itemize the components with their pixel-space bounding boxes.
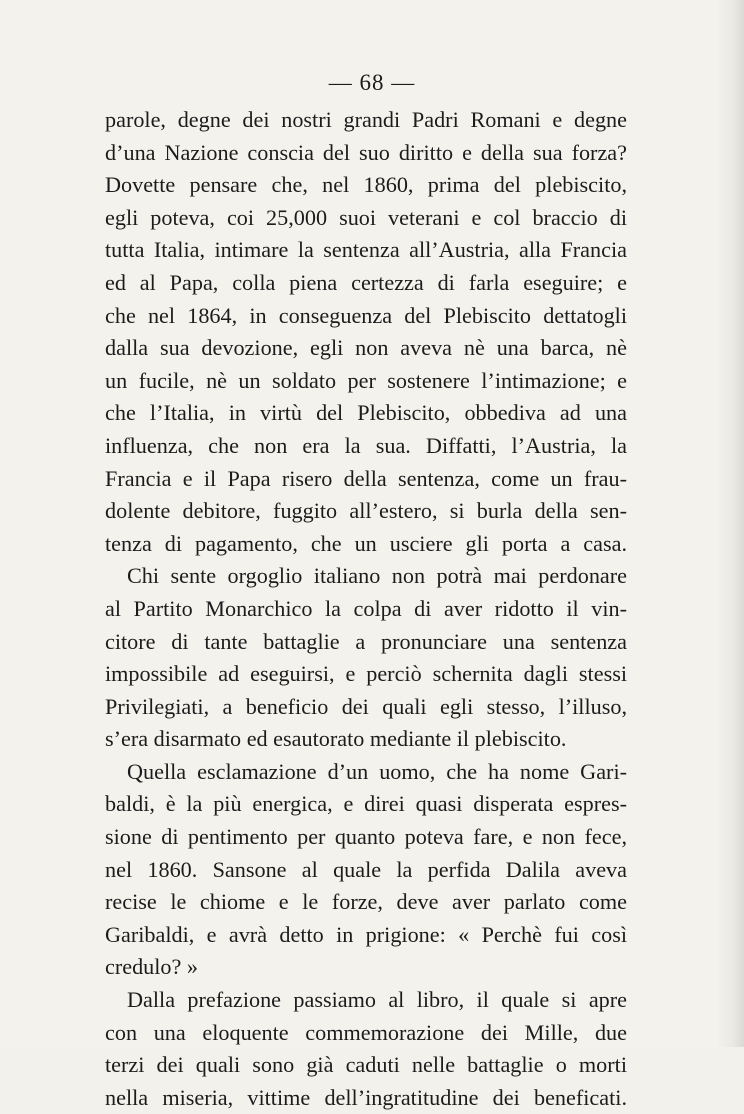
text-line: baldi, è la più energica, e direi quasi disperata espres-	[105, 791, 627, 817]
text-line: parole, degne dei nostri grandi Padri Romani e degne	[105, 107, 627, 132]
text-line: tutta Italia, intimare la sentenza all’Austria, alla Francia	[105, 237, 627, 263]
text-line: Chi sente orgoglio italiano non potrà mai perdonare	[127, 563, 627, 589]
body-text	[105, 104, 627, 1114]
text-line: un fucile, nè un soldato per sostenere l’intimazione; e	[105, 367, 627, 393]
text-line: recise le chiome e le forze, deve aver parlato come	[105, 889, 627, 915]
text-line: impossibile ad eseguirsi, e perciò schernita dagli stessi	[105, 661, 627, 687]
text-line: Privilegiati, a beneficio dei quali egli stesso, l’illuso,	[105, 693, 627, 719]
text-line: d’una Nazione conscia del suo diritto e della sua forza?	[105, 139, 627, 165]
paragraph-2	[105, 560, 627, 756]
text-line: tenza di pagamento, che un usciere gli porta a casa.	[105, 530, 627, 556]
text-line: che nel 1864, in conseguenza del Plebiscito dettatogli	[105, 302, 627, 328]
text-line: nella miseria, vittime dell’ingratitudine dei beneficati.	[105, 1084, 627, 1110]
text-line: influenza, che non era la sua. Diffatti, l’Austria, la	[105, 432, 627, 458]
text-line: Quella esclamazione d’un uomo, che ha nome Gari-	[127, 758, 627, 784]
paragraph-3	[105, 756, 627, 984]
text-line: sione di pentimento per quanto poteva fare, e non fece,	[105, 824, 627, 850]
text-line: nel 1860. Sansone al quale la perfida Dalila aveva	[105, 856, 627, 882]
text-line: con una eloquente commemorazione dei Mille, due	[105, 1019, 627, 1045]
text-line: terzi dei quali sono già caduti nelle battaglie o morti	[105, 1052, 627, 1078]
text-line: al Partito Monarchico la colpa di aver ridotto il vin-	[105, 595, 627, 621]
text-line: citore di tante battaglie a pronunciare una sentenza	[105, 628, 627, 654]
text-line: Dovette pensare che, nel 1860, prima del plebiscito,	[105, 172, 627, 198]
text-line: Garibaldi, e avrà detto in prigione: « Perchè fui così	[105, 921, 627, 947]
page-edge-shadow	[716, 0, 744, 1047]
page-number: — 68 —	[328, 70, 416, 95]
text-line: credulo? »	[105, 954, 199, 980]
text-line: dalla sua devozione, egli non aveva nè una barca, nè	[105, 335, 627, 361]
text-line: dolente debitore, fuggito all’estero, si burla della sen-	[105, 498, 627, 524]
text-line: che l’Italia, in virtù del Plebiscito, obbediva ad una	[105, 400, 627, 426]
text-line: egli poteva, coi 25,000 suoi veterani e col braccio di	[105, 204, 627, 230]
text-line: Dalla prefazione passiamo al libro, il quale si apre	[127, 987, 627, 1013]
text-line: ed al Papa, colla piena certezza di farla eseguire; e	[105, 269, 627, 295]
paragraph-4	[105, 984, 627, 1114]
text-line: Francia e il Papa risero della sentenza, come un frau-	[105, 465, 627, 491]
paragraph-1	[105, 104, 627, 560]
text-line: s’era disarmato ed esautorato mediante il plebiscito.	[105, 726, 567, 752]
